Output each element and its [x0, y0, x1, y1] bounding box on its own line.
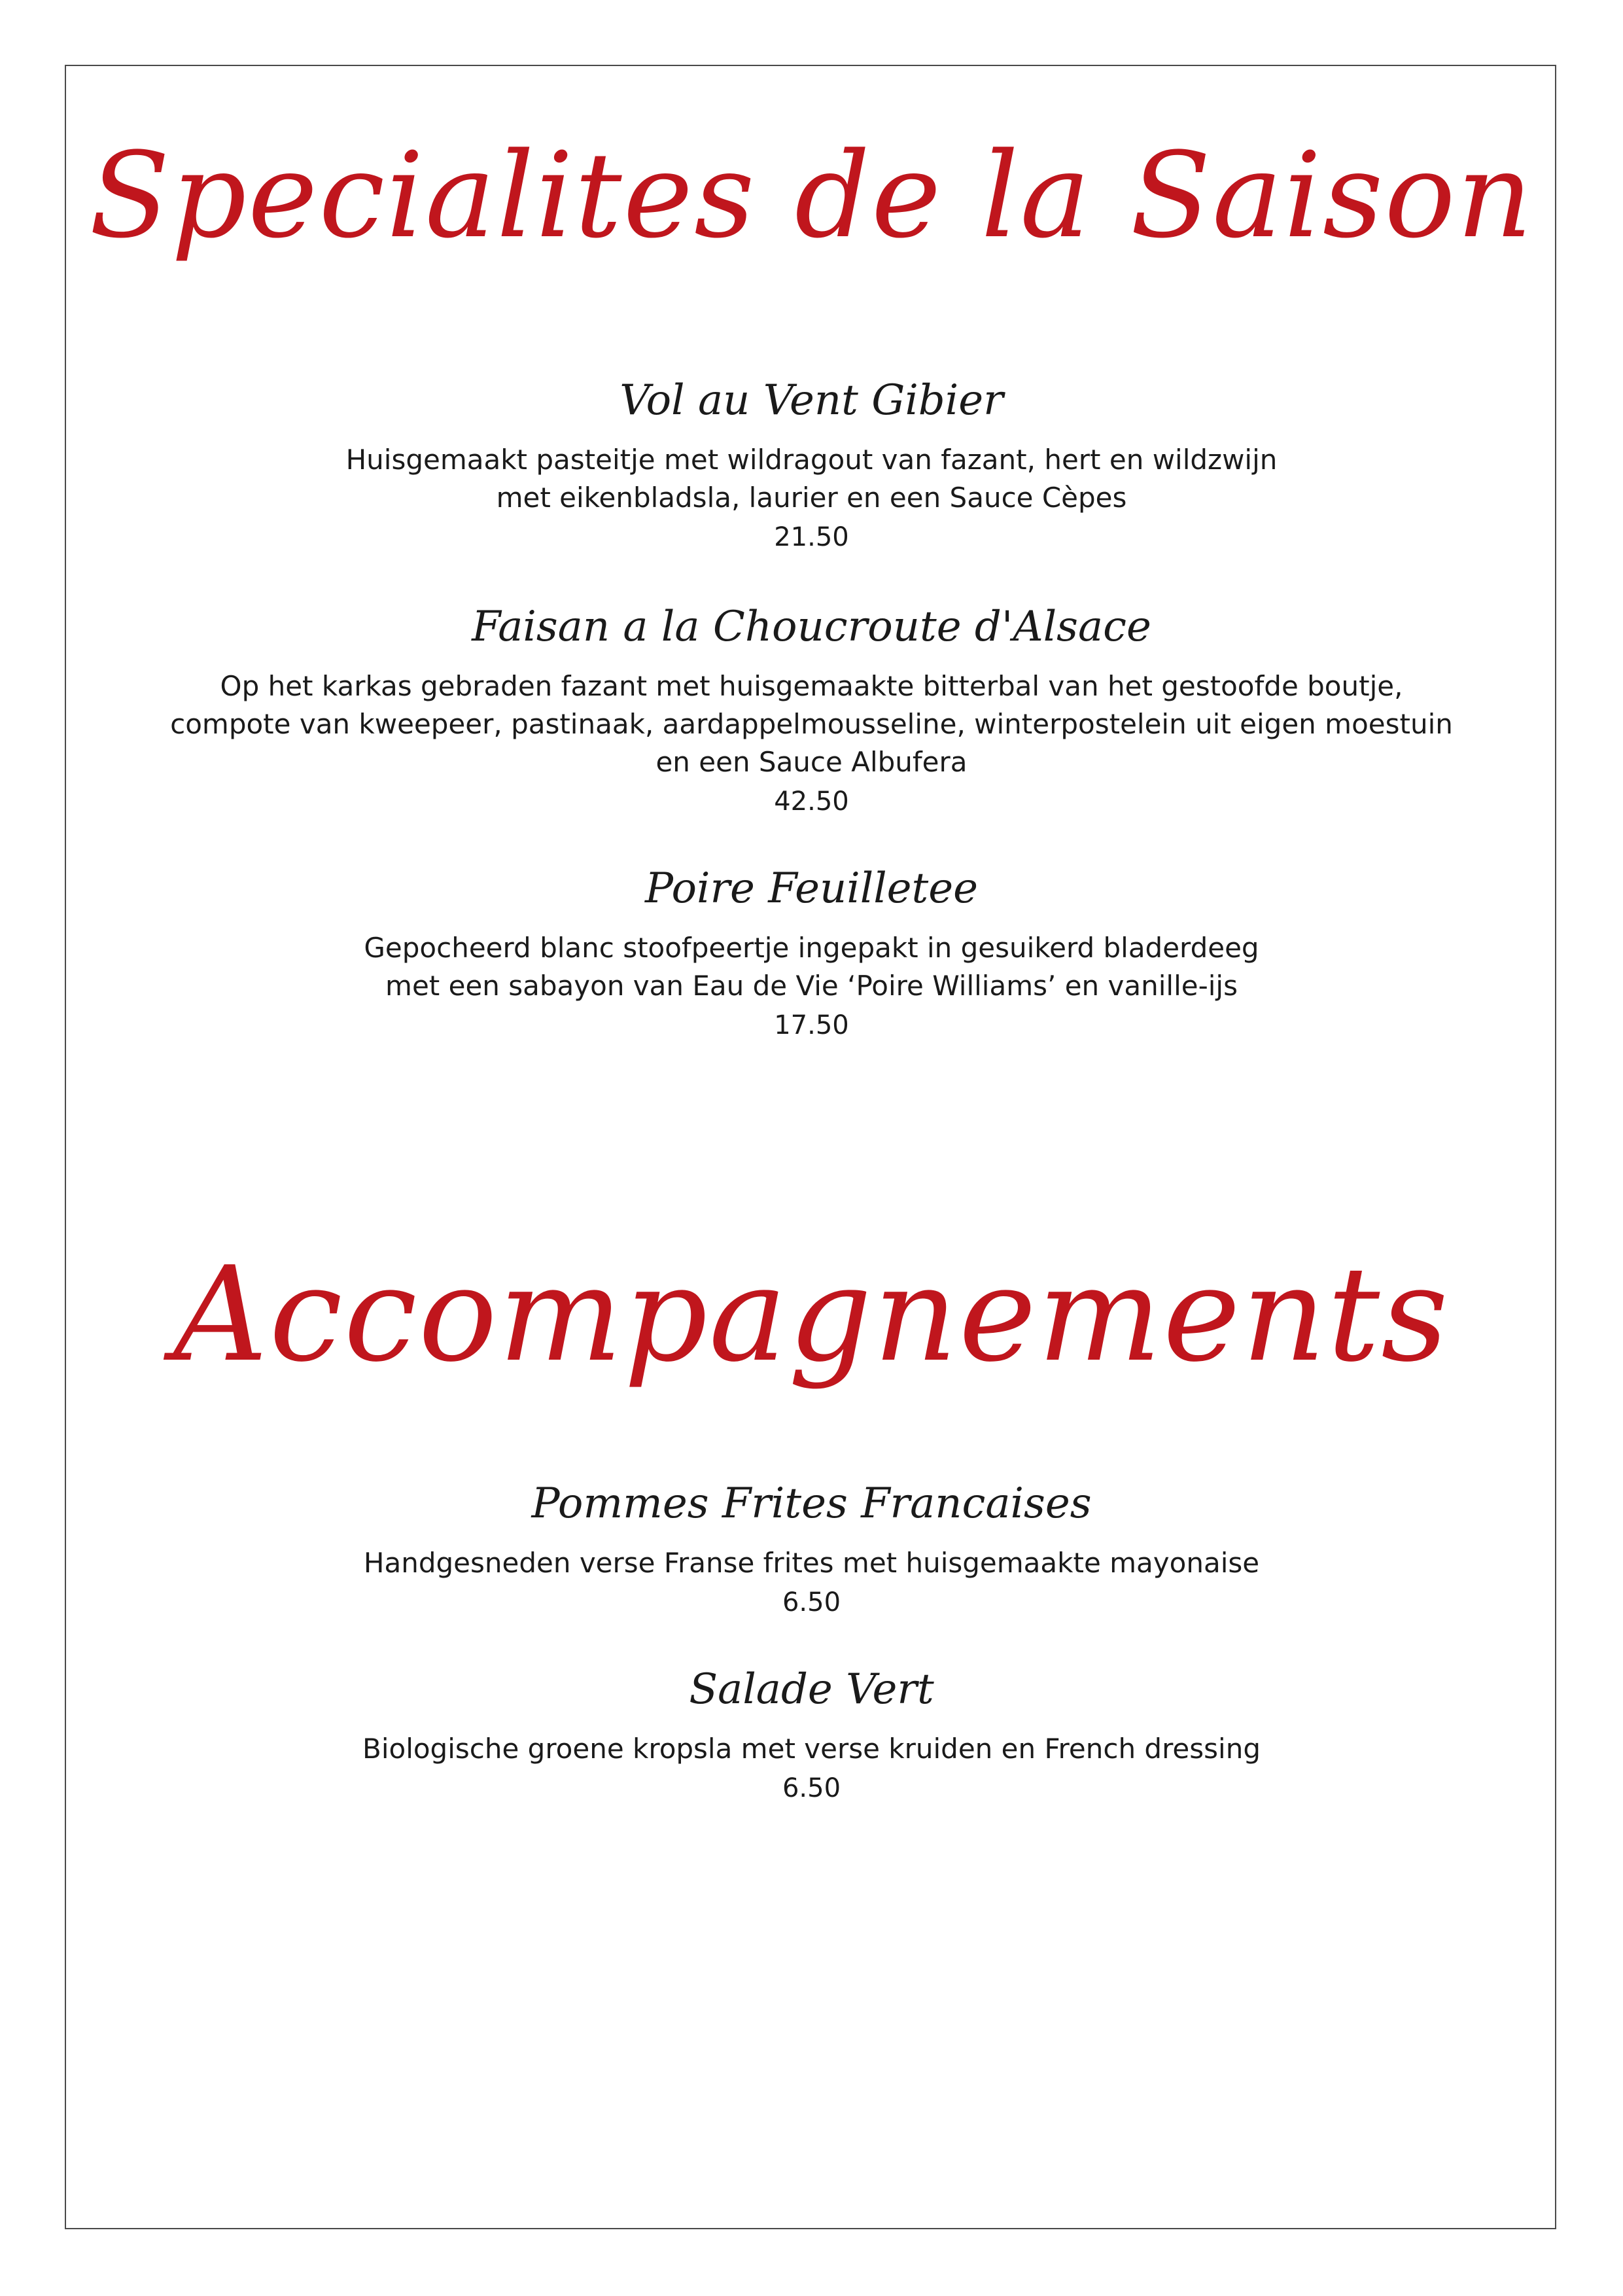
dish-price: 42.50 — [774, 786, 849, 817]
description-line: met eikenbladsla, laurier en een Sauce Cèpes — [496, 482, 1127, 514]
description-line: en een Sauce Albufera — [655, 746, 968, 778]
menu-item — [0, 1477, 1623, 1621]
description-line: Op het karkas gebraden fazant met huisgemaakte bitterbal van het gestoofde boutje, — [220, 670, 1403, 702]
dish-description — [0, 929, 1623, 1005]
section-title-accompagnements: Accompagnements — [173, 1239, 1450, 1391]
dish-name: Faisan a la Choucroute d'Alsace — [472, 603, 1151, 651]
menu-item — [0, 601, 1623, 821]
dish-price: 17.50 — [774, 1010, 849, 1040]
dish-name: Poire Feuilletee — [644, 864, 979, 913]
dish-description — [0, 441, 1623, 517]
section-title-specialites: Specialites de la Saison — [89, 128, 1534, 264]
menu-item — [0, 1663, 1623, 1807]
dish-name: Salade Vert — [689, 1665, 934, 1714]
description-line: Gepocheerd blanc stoofpeertje ingepakt in gesuikerd bladerdeeg — [364, 932, 1259, 964]
description-line: Handgesneden verse Franse frites met huisgemaakte mayonaise — [363, 1547, 1260, 1579]
description-line: Biologische groene kropsla met verse kruiden en French dressing — [362, 1733, 1261, 1765]
dish-description — [0, 1730, 1623, 1768]
description-line: Huisgemaakt pasteitje met wildragout van fazant, hert en wildzwijn — [345, 444, 1278, 476]
menu-item — [0, 862, 1623, 1044]
dish-price: 6.50 — [782, 1587, 841, 1617]
dish-name: Pommes Frites Francaises — [531, 1479, 1092, 1528]
dish-name: Vol au Vent Gibier — [620, 376, 1003, 425]
dish-price: 6.50 — [782, 1773, 841, 1803]
description-line: met een sabayon van Eau de Vie ‘Poire Williams’ en vanille-ijs — [385, 970, 1238, 1002]
description-line: compote van kweepeer, pastinaak, aardappelmousseline, winterpostelein uit eigen moestuin — [170, 708, 1453, 740]
dish-description — [0, 667, 1623, 781]
dish-description — [0, 1544, 1623, 1582]
dish-price: 21.50 — [774, 522, 849, 552]
menu-item — [0, 374, 1623, 556]
